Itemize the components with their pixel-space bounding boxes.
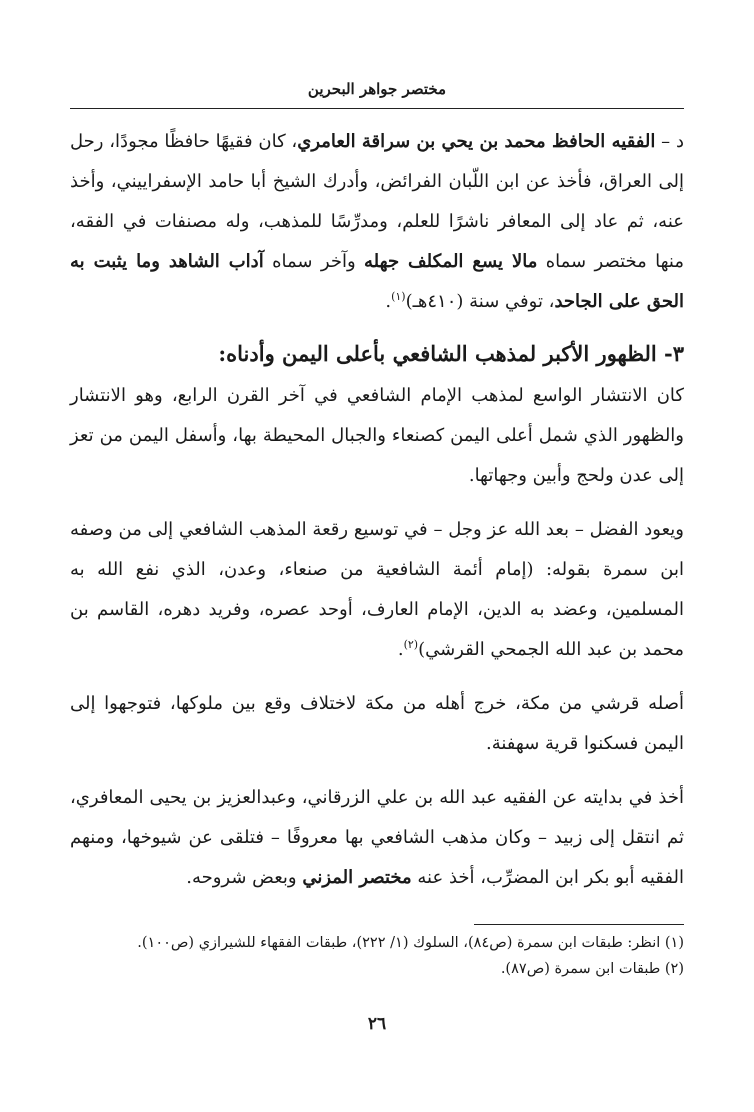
entry-d-name: الفقيه الحافظ محمد بن يحي بن سراقة العامري <box>297 131 656 152</box>
paragraph-4-text: أخذ في بدايته عن الفقيه عبد الله بن علي الزرقاني، وعبدالعزيز بن يحيى المعافري، ثم انتقل إلى زبيد – وكان مذهب الشافعي بها معروفًا – فتلقى عن شيوخها، ومنهم الفقيه أبو بكر ابن المضرِّب، أخذ عنه <box>70 787 684 888</box>
entry-d-text1: ، كان فقيهًا حافظًا مجودًا، رحل إلى العراق، فأخذ عن ابن اللّبان الفرائض، وأدرك الشيخ أبا حامد الإسفراييني، وأخذ عنه، ثم عاد إلى المعافر ناشرًا للعلم، ومدرِّسًا للمذهب، وله مصنفات في الفقه، منها مختصر سماه <box>70 131 685 272</box>
entry-d-text3: ، توفي سنة (٤١٠هـ) <box>405 291 555 312</box>
paragraph-4-end: وبعض شروحه. <box>186 867 303 888</box>
footnote-divider <box>474 924 684 925</box>
page-number: ٢٦ <box>367 1014 387 1034</box>
footnote-ref-1[interactable]: (١) <box>391 290 406 303</box>
running-header-title: مختصر جواهر البحرين <box>307 80 447 98</box>
entry-d-book2: آداب الشاهد وما يثبت به الحق على الجاحد <box>70 251 684 312</box>
entry-d-end: . <box>385 291 392 312</box>
spacer <box>70 670 684 684</box>
footnotes <box>70 930 684 982</box>
paragraph-4-book: مختصر المزني <box>302 867 412 888</box>
entry-d-paragraph <box>70 122 684 322</box>
paragraph-2 <box>70 510 684 670</box>
footnote-1: (١) انظر: طبقات ابن سمرة (ص٨٤)، السلوك (١/ ٢٢٢)، طبقات الفقهاء للشيرازي (ص١٠٠). <box>137 935 684 951</box>
entry-d-book1: مالا يسع المكلف جهله <box>364 251 538 272</box>
header-divider <box>70 108 684 109</box>
paragraph-1: كان الانتشار الواسع لمذهب الإمام الشافعي في آخر القرن الرابع، وهو الانتشار والظهور الذي شمل أعلى اليمن كصنعاء والجبال المحيطة بها، وأسفل اليمن من تعز إلى عدن ولحج وأبين وجهاتها. <box>70 385 684 486</box>
spacer <box>70 764 684 778</box>
section-3-heading: ٣- الظهور الأكبر لمذهب الشافعي بأعلى اليمن وأدناه: <box>218 341 684 366</box>
footnote-2: (٢) طبقات ابن سمرة (ص٨٧). <box>500 961 684 977</box>
page-body <box>70 122 684 898</box>
entry-d-prefix: د – <box>655 131 684 152</box>
entry-d-text2: وآخر سماه <box>263 251 365 272</box>
paragraph-2-text: ويعود الفضل – بعد الله عز وجل – في توسيع رقعة المذهب الشافعي إلى من وصفه ابن سمرة بقوله: (إمام أئمة الشافعية من صنعاء، وعدن، الذي نفع الله به المسلمين، وعضد به الدين، الإمام العارف، أوحد عصره، وفريد دهره، القاسم بن محمد بن عبد الله الجمحي القرشي) <box>70 519 684 660</box>
paragraph-4 <box>70 778 684 898</box>
paragraph-3: أصله قرشي من مكة، خرج أهله من مكة لاختلاف وقع بين ملوكها، فتوجهوا إلى اليمن فسكنوا قرية سهفنة. <box>70 693 684 754</box>
footnote-ref-2[interactable]: (٢) <box>403 638 419 651</box>
paragraph-2-end: . <box>397 639 404 660</box>
spacer <box>70 496 684 510</box>
spacer <box>70 322 684 332</box>
